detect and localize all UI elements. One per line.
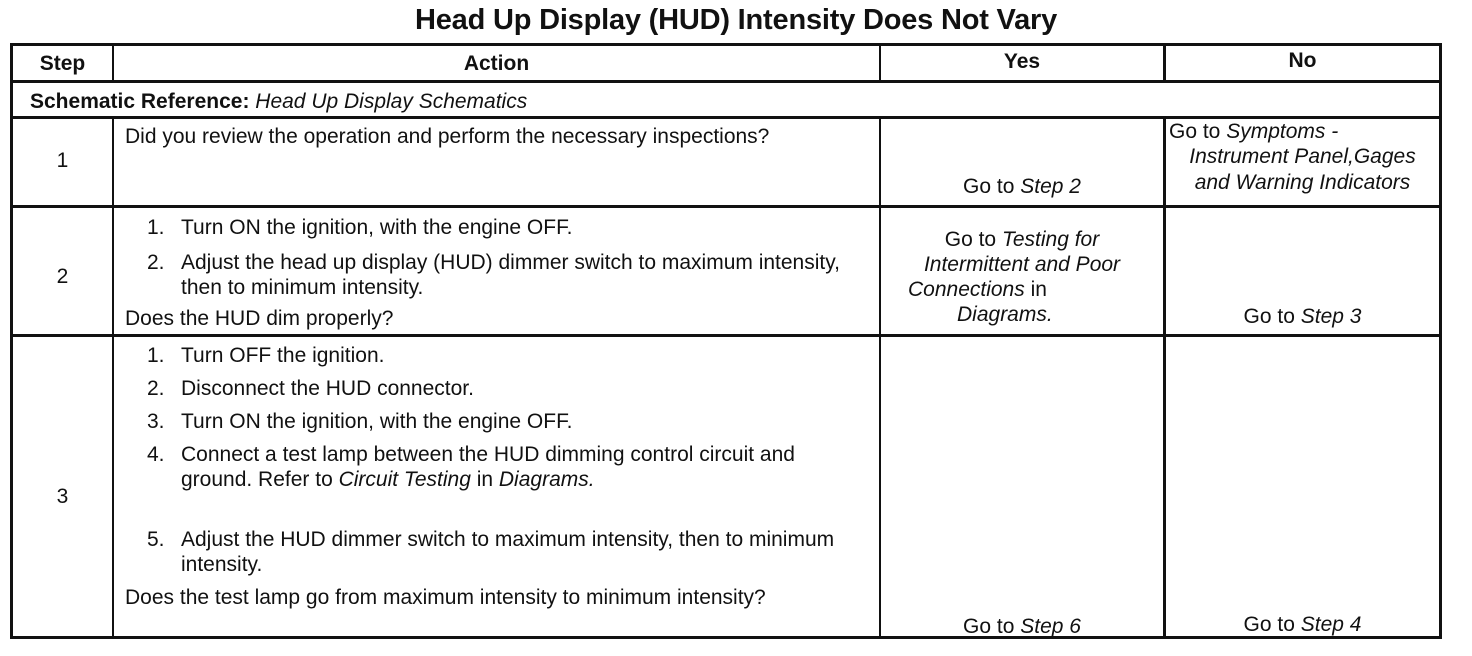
yes-cell: Go to Testing for Intermittent and Poor Connections in Diagrams. (908, 228, 1121, 326)
step-link[interactable]: Step 6 (1020, 615, 1081, 638)
no-cell: Go to Symptoms - Instrument Panel,Gages and Warning Indicators (1169, 120, 1416, 194)
schematic-reference (30, 89, 1430, 114)
symptoms-link-2[interactable]: Instrument Panel,Gages (1189, 145, 1416, 168)
symptoms-link[interactable]: Symptoms - (1226, 120, 1339, 143)
no-cell: Go to Step 4 (1243, 613, 1362, 636)
action-cell (125, 343, 879, 610)
step-link[interactable]: Step 4 (1300, 613, 1362, 636)
testing-link-3[interactable]: Connections (908, 278, 1025, 301)
yes-cell: Go to Step 2 (963, 175, 1081, 198)
step-link[interactable]: Step 3 (1300, 305, 1362, 328)
header-yes: Yes (1003, 50, 1041, 73)
diagrams-link[interactable]: Diagrams. (498, 468, 595, 491)
step-number: 1 (56, 149, 69, 172)
step-number: 3 (56, 485, 69, 508)
header-rule (13, 80, 1439, 83)
header-step: Step (39, 52, 86, 75)
list-item: 2. Disconnect the HUD connector. (147, 377, 474, 400)
list-item: 1. Turn OFF the ignition. (147, 344, 385, 367)
row2-rule (13, 334, 1439, 337)
symptoms-link-3[interactable]: and Warning Indicators (1194, 171, 1411, 194)
action-question: Did you review the operation and perform the necessary inspections? (125, 125, 770, 148)
header-action: Action (463, 52, 530, 75)
list-item: 4. Connect a test lamp between the HUD dimming control circuit and ground. Refer to Circuit Testing in Diagrams. (147, 443, 795, 491)
diagrams-link[interactable]: Diagrams. (957, 303, 1053, 326)
page-title: Head Up Display (HUD) Intensity Does Not Vary (414, 4, 1058, 36)
col-rule-yes-body (1163, 119, 1166, 636)
schematic-link[interactable]: Head Up Display Schematics (255, 90, 528, 113)
list-item: 1. Turn ON the ignition, with the engine OFF. (147, 216, 573, 239)
schematic-label: Schematic Reference: (30, 90, 250, 113)
testing-link[interactable]: Testing for (1001, 228, 1100, 251)
circuit-testing-link[interactable]: Circuit Testing (338, 468, 471, 491)
action-question: Does the HUD dim properly? (125, 307, 394, 330)
list-item: 2. Adjust the head up display (HUD) dimmer switch to maximum intensity, then to minimum intensity. (147, 251, 841, 299)
testing-link-2[interactable]: Intermittent and Poor (923, 253, 1121, 276)
step-link[interactable]: Step 2 (1020, 175, 1081, 198)
row1-rule (13, 205, 1439, 208)
header-no: No (1288, 49, 1317, 72)
action-question: Does the test lamp go from maximum intensity to minimum intensity? (125, 586, 766, 609)
step-number: 2 (56, 265, 69, 288)
col-rule-step-body (112, 119, 114, 636)
list-item: 3. Turn ON the ignition, with the engine OFF. (147, 410, 573, 433)
list-item: 5. Adjust the HUD dimmer switch to maximum intensity, then to minimum intensity. (147, 528, 835, 576)
no-cell: Go to Step 3 (1243, 305, 1362, 328)
yes-cell: Go to Step 6 (963, 615, 1081, 638)
diagnostic-table (10, 43, 1442, 639)
action-cell (125, 215, 865, 331)
